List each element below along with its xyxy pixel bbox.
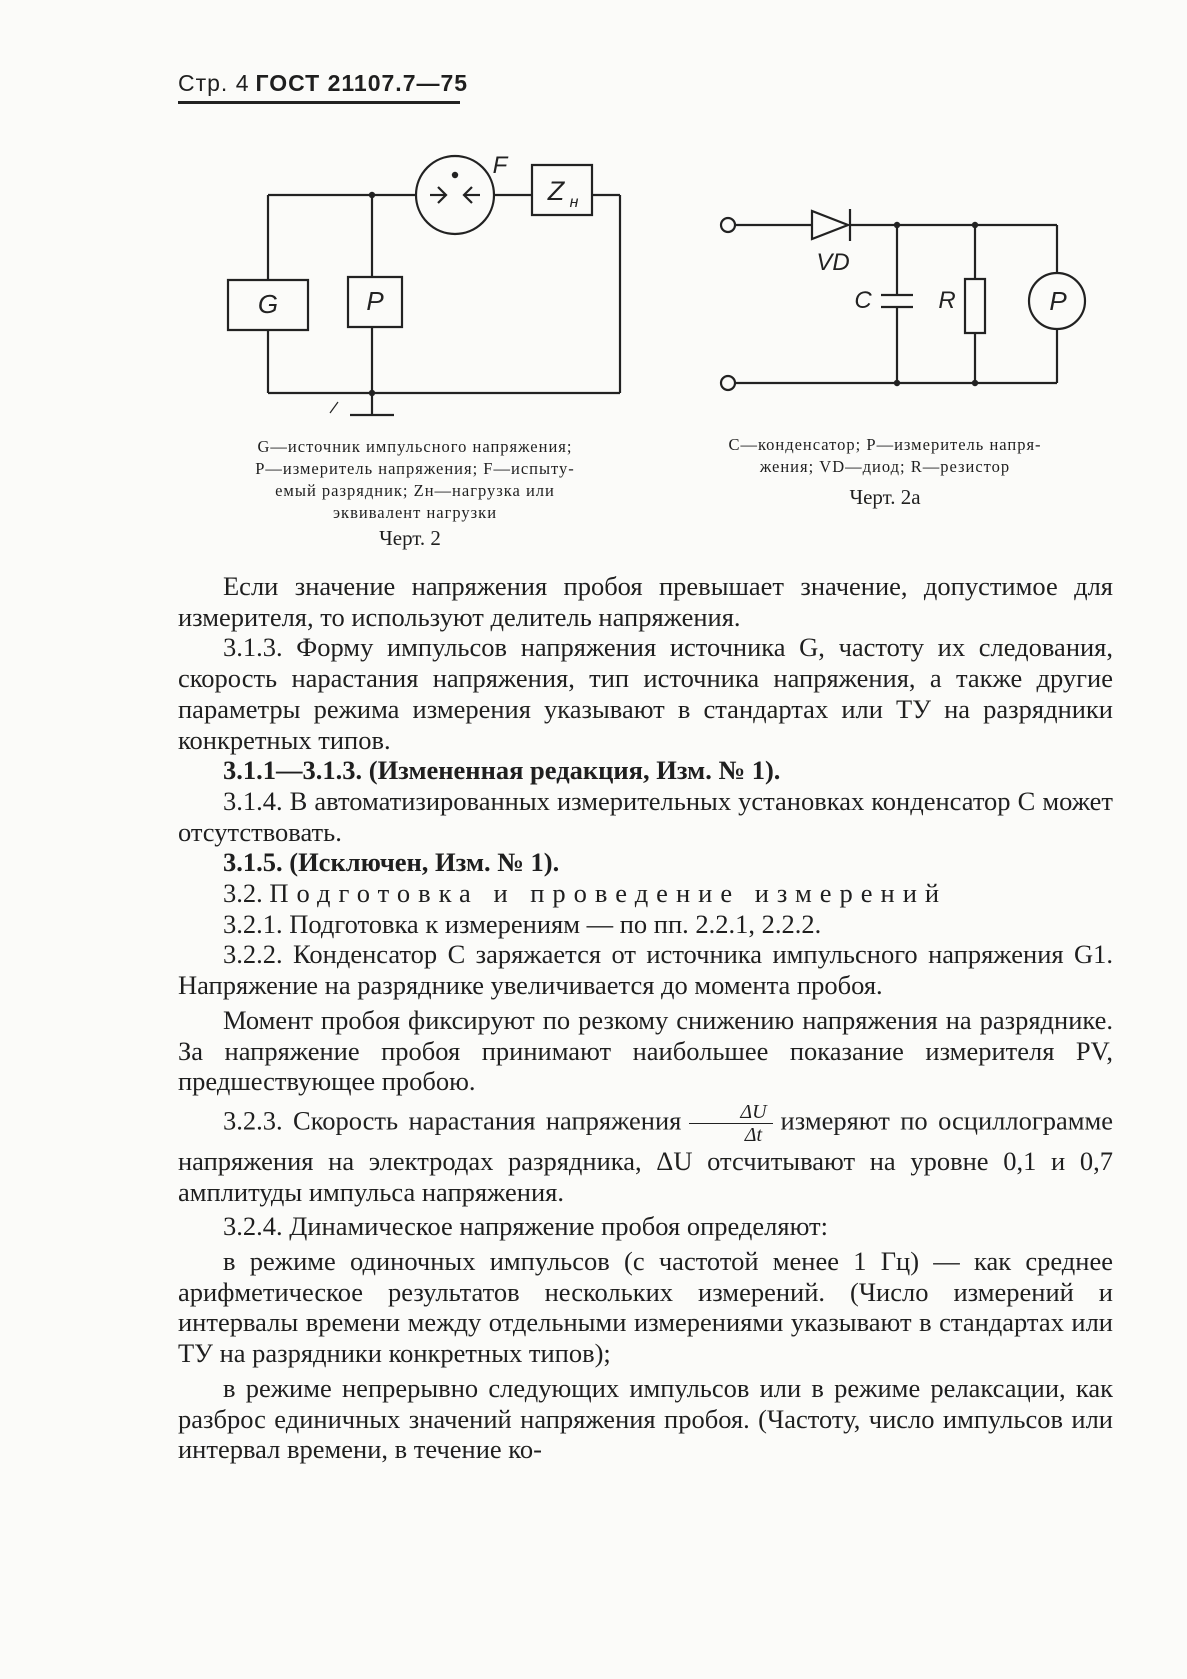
figure-2-caption-line-2: P—измеритель напряжения; F—испыту- xyxy=(255,459,575,478)
paragraph-amendment-3-1-1 xyxy=(178,755,1113,786)
section-3-2-number: 3.2. xyxy=(223,878,263,909)
paragraph-3-2-3-pre: 3.2.3. Скорость нарастания напряжения xyxy=(223,1105,682,1136)
amendment-3-1-1-text: 3.1.1—3.1.3. (Измененная редакция, Изм. № 1). xyxy=(223,755,781,786)
paragraph-3-2-2: 3.2.2. Конденсатор C заряжается от источника импульсного напряжения G1. Напряжение на разряднике увеличивается до момента пробоя. xyxy=(178,939,1113,1001)
page-header xyxy=(178,70,469,104)
paragraph-divider-note: Если значение напряжения пробоя превышает значение, допустимое для измерителя, то используют делитель напряжения. xyxy=(178,571,1113,632)
page-number: Стр. 4 xyxy=(178,70,250,96)
label-c: C xyxy=(854,287,872,314)
label-g: G xyxy=(257,289,279,319)
label-p-meter: P xyxy=(1049,286,1067,316)
label-vd: VD xyxy=(816,249,850,276)
section-3-2-heading xyxy=(178,878,1113,909)
label-zn-sub: н xyxy=(569,194,579,211)
figure-2-caption xyxy=(205,436,625,524)
paragraph-continuous-pulse-mode: в режиме непрерывно следующих импульсов или в режиме релаксации, как разброс единичных значений напряжения пробоя. (Частоту, число импульсов или интервал времени, в течение ко- xyxy=(178,1372,1113,1465)
figure-2a-caption xyxy=(680,434,1090,478)
label-p: P xyxy=(366,286,384,316)
paragraph-3-1-5 xyxy=(178,847,1113,878)
paragraph-3-2-3 xyxy=(178,1101,1113,1207)
body-text xyxy=(178,571,1113,1465)
standard-number: ГОСТ 21107.7—75 xyxy=(255,70,469,96)
figure-2-caption-line-4: эквивалент нагрузки xyxy=(332,503,498,522)
label-r: R xyxy=(938,287,956,314)
figure-2a-title: Черт. 2а xyxy=(849,485,921,509)
figure-2a-caption-line-1: C—конденсатор; P—измеритель напря- xyxy=(728,435,1042,454)
paragraph-3-1-3: 3.1.3. Форму импульсов напряжения источника G, частоту их следования, скорость нарастания напряжения, тип источника напряжения, а также другие параметры режима измерения указывают в стандартах или ТУ на разрядники конкретных типов. xyxy=(178,632,1113,755)
figure-2-caption-line-3: емый разрядник; Zн—нагрузка или xyxy=(275,481,555,500)
figure-2a-circuit xyxy=(715,195,1075,400)
paragraph-3-2-4: 3.2.4. Динамическое напряжение пробоя определяют: xyxy=(223,1211,828,1242)
figure-2a-caption-line-2: жения; VD—диод; R—резистор xyxy=(759,457,1011,476)
label-zn: Z xyxy=(547,176,565,206)
figure-2-title: Черт. 2 xyxy=(379,526,441,550)
figure-2-circuit xyxy=(200,145,640,435)
delta-u-over-delta-t xyxy=(689,1101,772,1146)
figure-2-caption-line-1: G—источник импульсного напряжения; xyxy=(257,437,573,456)
paragraph-3-2-1: 3.2.1. Подготовка к измерениям — по пп. 2.2.1, 2.2.2. xyxy=(223,908,822,939)
paragraph-3-2-3-post: измеряют по осциллограмме напряжения на электродах разрядника, ΔU отсчитывают на уровне 0,1 и 0,7 амплитуды импульса напряжения. xyxy=(178,1105,1114,1207)
fraction-numerator: ΔU xyxy=(689,1101,772,1124)
paragraph-breakdown-moment: Момент пробоя фиксируют по резкому снижению напряжения на разряднике. За напряжение пробоя принимают наибольшее показание измерителя PV, предшествующее пробою. xyxy=(178,1004,1113,1097)
paragraph-single-pulse-mode: в режиме одиночных импульсов (с частотой менее 1 Гц) — как среднее арифметическое результатов нескольких измерений. (Число измерений и интервалы времени между отдельными измерениями указывают в стандартах или ТУ на разрядники конкретных типов); xyxy=(178,1246,1113,1369)
fraction-denominator: Δt xyxy=(744,1123,763,1146)
excluded-3-1-5-text: 3.1.5. (Исключен, Изм. № 1). xyxy=(223,847,560,878)
label-f: F xyxy=(492,152,508,179)
paragraph-3-1-4: 3.1.4. В автоматизированных измерительных установках конденсатор C может отсутствовать. xyxy=(178,785,1113,847)
section-3-2-title: Подготовка и проведение измерений xyxy=(269,878,948,909)
